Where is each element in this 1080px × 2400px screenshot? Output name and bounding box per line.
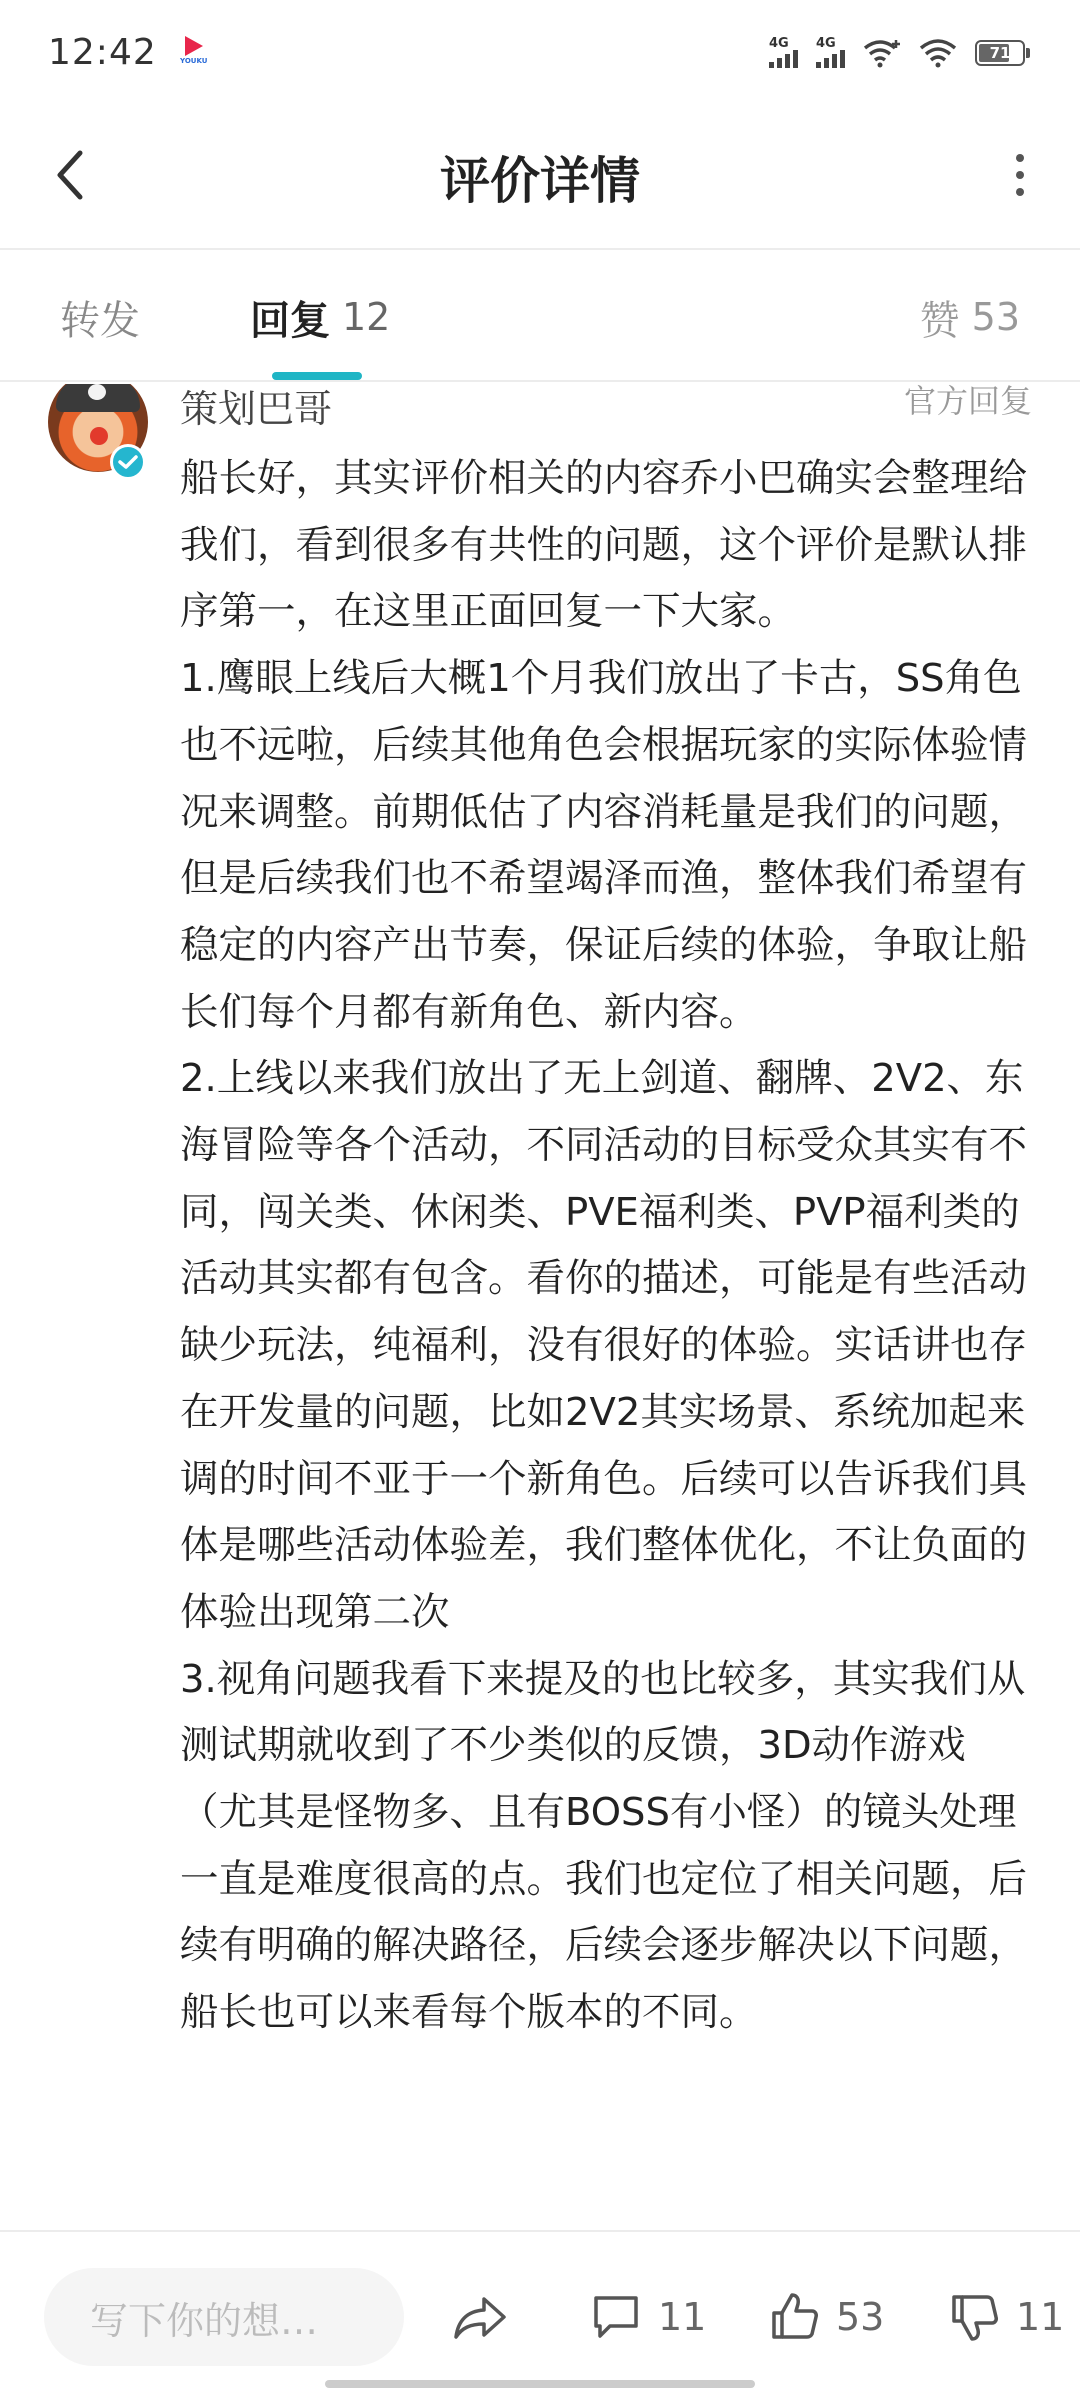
signal-icon	[769, 37, 798, 68]
dislike-count: 11	[1016, 2295, 1065, 2339]
signal-label: 4G	[816, 36, 836, 51]
thumbs-down-icon	[948, 2291, 1000, 2343]
app-badge-icon	[179, 36, 209, 70]
back-button[interactable]	[40, 145, 100, 205]
comment-count: 11	[658, 2295, 707, 2339]
verified-badge-icon	[110, 444, 146, 480]
like-count: 53	[836, 2295, 885, 2339]
status-right	[769, 37, 1030, 68]
status-time: 12:42	[48, 32, 157, 73]
tab-bar	[0, 252, 1080, 382]
thumbs-up-icon	[768, 2291, 820, 2343]
like-button[interactable]	[768, 2268, 884, 2366]
comment-content[interactable]	[0, 384, 1080, 2230]
tab-forward[interactable]	[60, 252, 140, 382]
app-badge-text: YOUKU	[180, 56, 208, 65]
back-arrow-icon	[50, 147, 90, 203]
official-reply-tag: 官方回复	[903, 384, 1032, 420]
comment-body: 船长好，其实评价相关的内容乔小巴确实会整理给我们，看到很多有共性的问题，这个评价是默认排序第一，在这里正面回复一下大家。 1.鹰眼上线后大概1个月我们放出了卡古，SS角色也不远啦，后续其他角色会根据玩家的实际体验情况来调整。前期低估了内容消耗量是我们的问题，但是后续我们也不希望竭泽而渔，整体我们希望有稳定的内容产出节奏，保证后续的体验，争取让船长们每个月都有新角色、新内容。 2.上线以来我们放出了无上剑道、翻牌、2V2、东海冒险等各个活动，不同活动的目标受众其实有不同，闯关类、休闲类、PVE福利类、PVP福利类的活动其实都有包含。看你的描述，可能是有些活动缺少玩法，纯福利，没有很好的体验。实话讲也存在开发量的问题，比如2V2其实场景、系统加起来调的时间不亚于一个新角色。后续可以告诉我们具体是哪些活动体验差，我们整体优化，不让负面的体验出现第二次 3.视角问题我看下来提及的也比较多，其实我们从测试期就收到了不少类似的反馈，3D动作游戏（尤其是怪物多、且有BOSS有小怪）的镜头处理一直是难度很高的点。我们也定位了相关问题，后续有明确的解决路径，后续会逐步解决以下问题，船长也可以来看每个版本的不同。	[180, 456, 1028, 2036]
wifi-plus-icon	[863, 38, 901, 68]
comment-button[interactable]	[590, 2268, 706, 2366]
active-tab-indicator	[272, 372, 362, 380]
tab-like-label: 赞	[919, 297, 960, 344]
more-button[interactable]	[990, 145, 1050, 205]
tab-reply-label: 回复	[250, 297, 330, 344]
status-left	[48, 32, 209, 73]
page-title: 评价详情	[440, 151, 640, 210]
reply-input[interactable]	[44, 2268, 404, 2366]
tab-reply-count: 12	[342, 295, 391, 339]
reply-input-placeholder: 写下你的想…	[90, 2298, 319, 2343]
tab-forward-label: 转发	[60, 297, 140, 344]
dislike-button[interactable]	[948, 2268, 1064, 2366]
wifi-icon	[919, 38, 957, 68]
share-button[interactable]	[452, 2268, 508, 2366]
share-icon	[452, 2293, 508, 2341]
tab-like[interactable]	[920, 252, 1020, 382]
signal-icon	[816, 37, 845, 68]
tab-like-count: 53	[971, 295, 1020, 339]
bottom-action-bar	[0, 2230, 1080, 2400]
battery-icon	[975, 40, 1030, 66]
tab-reply[interactable]	[250, 252, 390, 382]
author-name[interactable]: 策划巴哥	[180, 387, 333, 431]
home-indicator[interactable]	[325, 2380, 755, 2388]
status-bar	[0, 0, 1080, 105]
title-bar	[0, 105, 1080, 250]
comment-icon	[590, 2292, 642, 2342]
signal-label: 4G	[769, 36, 789, 51]
more-vertical-icon	[1016, 154, 1024, 162]
battery-level: 71	[989, 43, 1011, 62]
